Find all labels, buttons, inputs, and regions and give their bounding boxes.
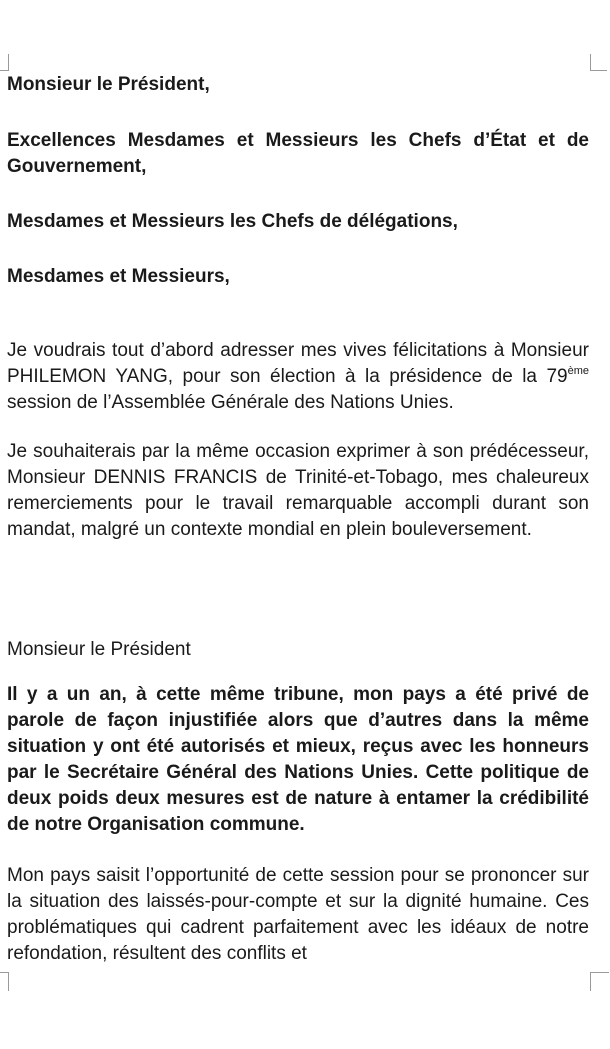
salutation-president: Monsieur le Président, [7,74,210,95]
paragraph-congratulations-text: Je voudrais tout d’abord adresser mes vives félicitations à Monsieur PHILEMON YANG, pour son élection à la présidence de la 79 [7,340,589,387]
paragraph-denied-speech: Il y a un an, à cette même tribune, mon pays a été privé de parole de façon injustifiée alors que d’autres dans la même situation y ont été autorisés et mieux, reçus avec les honneurs par le Secrétaire Général des Nations Unies. Cette politique de deux poids deux mesures est de nature à entamer la crédibilité de notre Organisation commune. [7,684,589,835]
salutation-delegations: Mesdames et Messieurs les Chefs de délégations, [7,211,458,232]
heading-president: Monsieur le Président [7,639,191,660]
ordinal-superscript: ème [567,365,589,377]
page-margin-corner-top-left [0,54,9,71]
salutation-ladies-gentlemen: Mesdames et Messieurs, [7,266,230,287]
page-margin-corner-bottom-right [590,972,609,991]
paragraph-congratulations-text-end: session de l’Assemblée Générale des Nations Unies. [7,392,454,413]
paragraph-thanks-predecessor: Je souhaiterais par la même occasion exprimer à son prédécesseur, Monsieur DENNIS FRANCIS de Trinité-et-Tobago, mes chaleureux remerciements pour le travail remarquable accompli durant son mandat, malgré un contexte mondial en plein bouleversement. [7,441,589,540]
salutation-heads-of-state: Excellences Mesdames et Messieurs les Chefs d’État et de Gouvernement, [7,130,589,177]
paragraph-left-behind: Mon pays saisit l’opportunité de cette session pour se prononcer sur la situation des laissés-pour-compte et sur la dignité humaine. Ces problématiques qui cadrent parfaitement avec les idéaux de notre refondation, résultent des conflits et [7,865,589,964]
page-margin-corner-top-right [590,54,607,71]
paragraph-congratulations [7,338,589,416]
page-margin-corner-bottom-left [0,972,9,991]
